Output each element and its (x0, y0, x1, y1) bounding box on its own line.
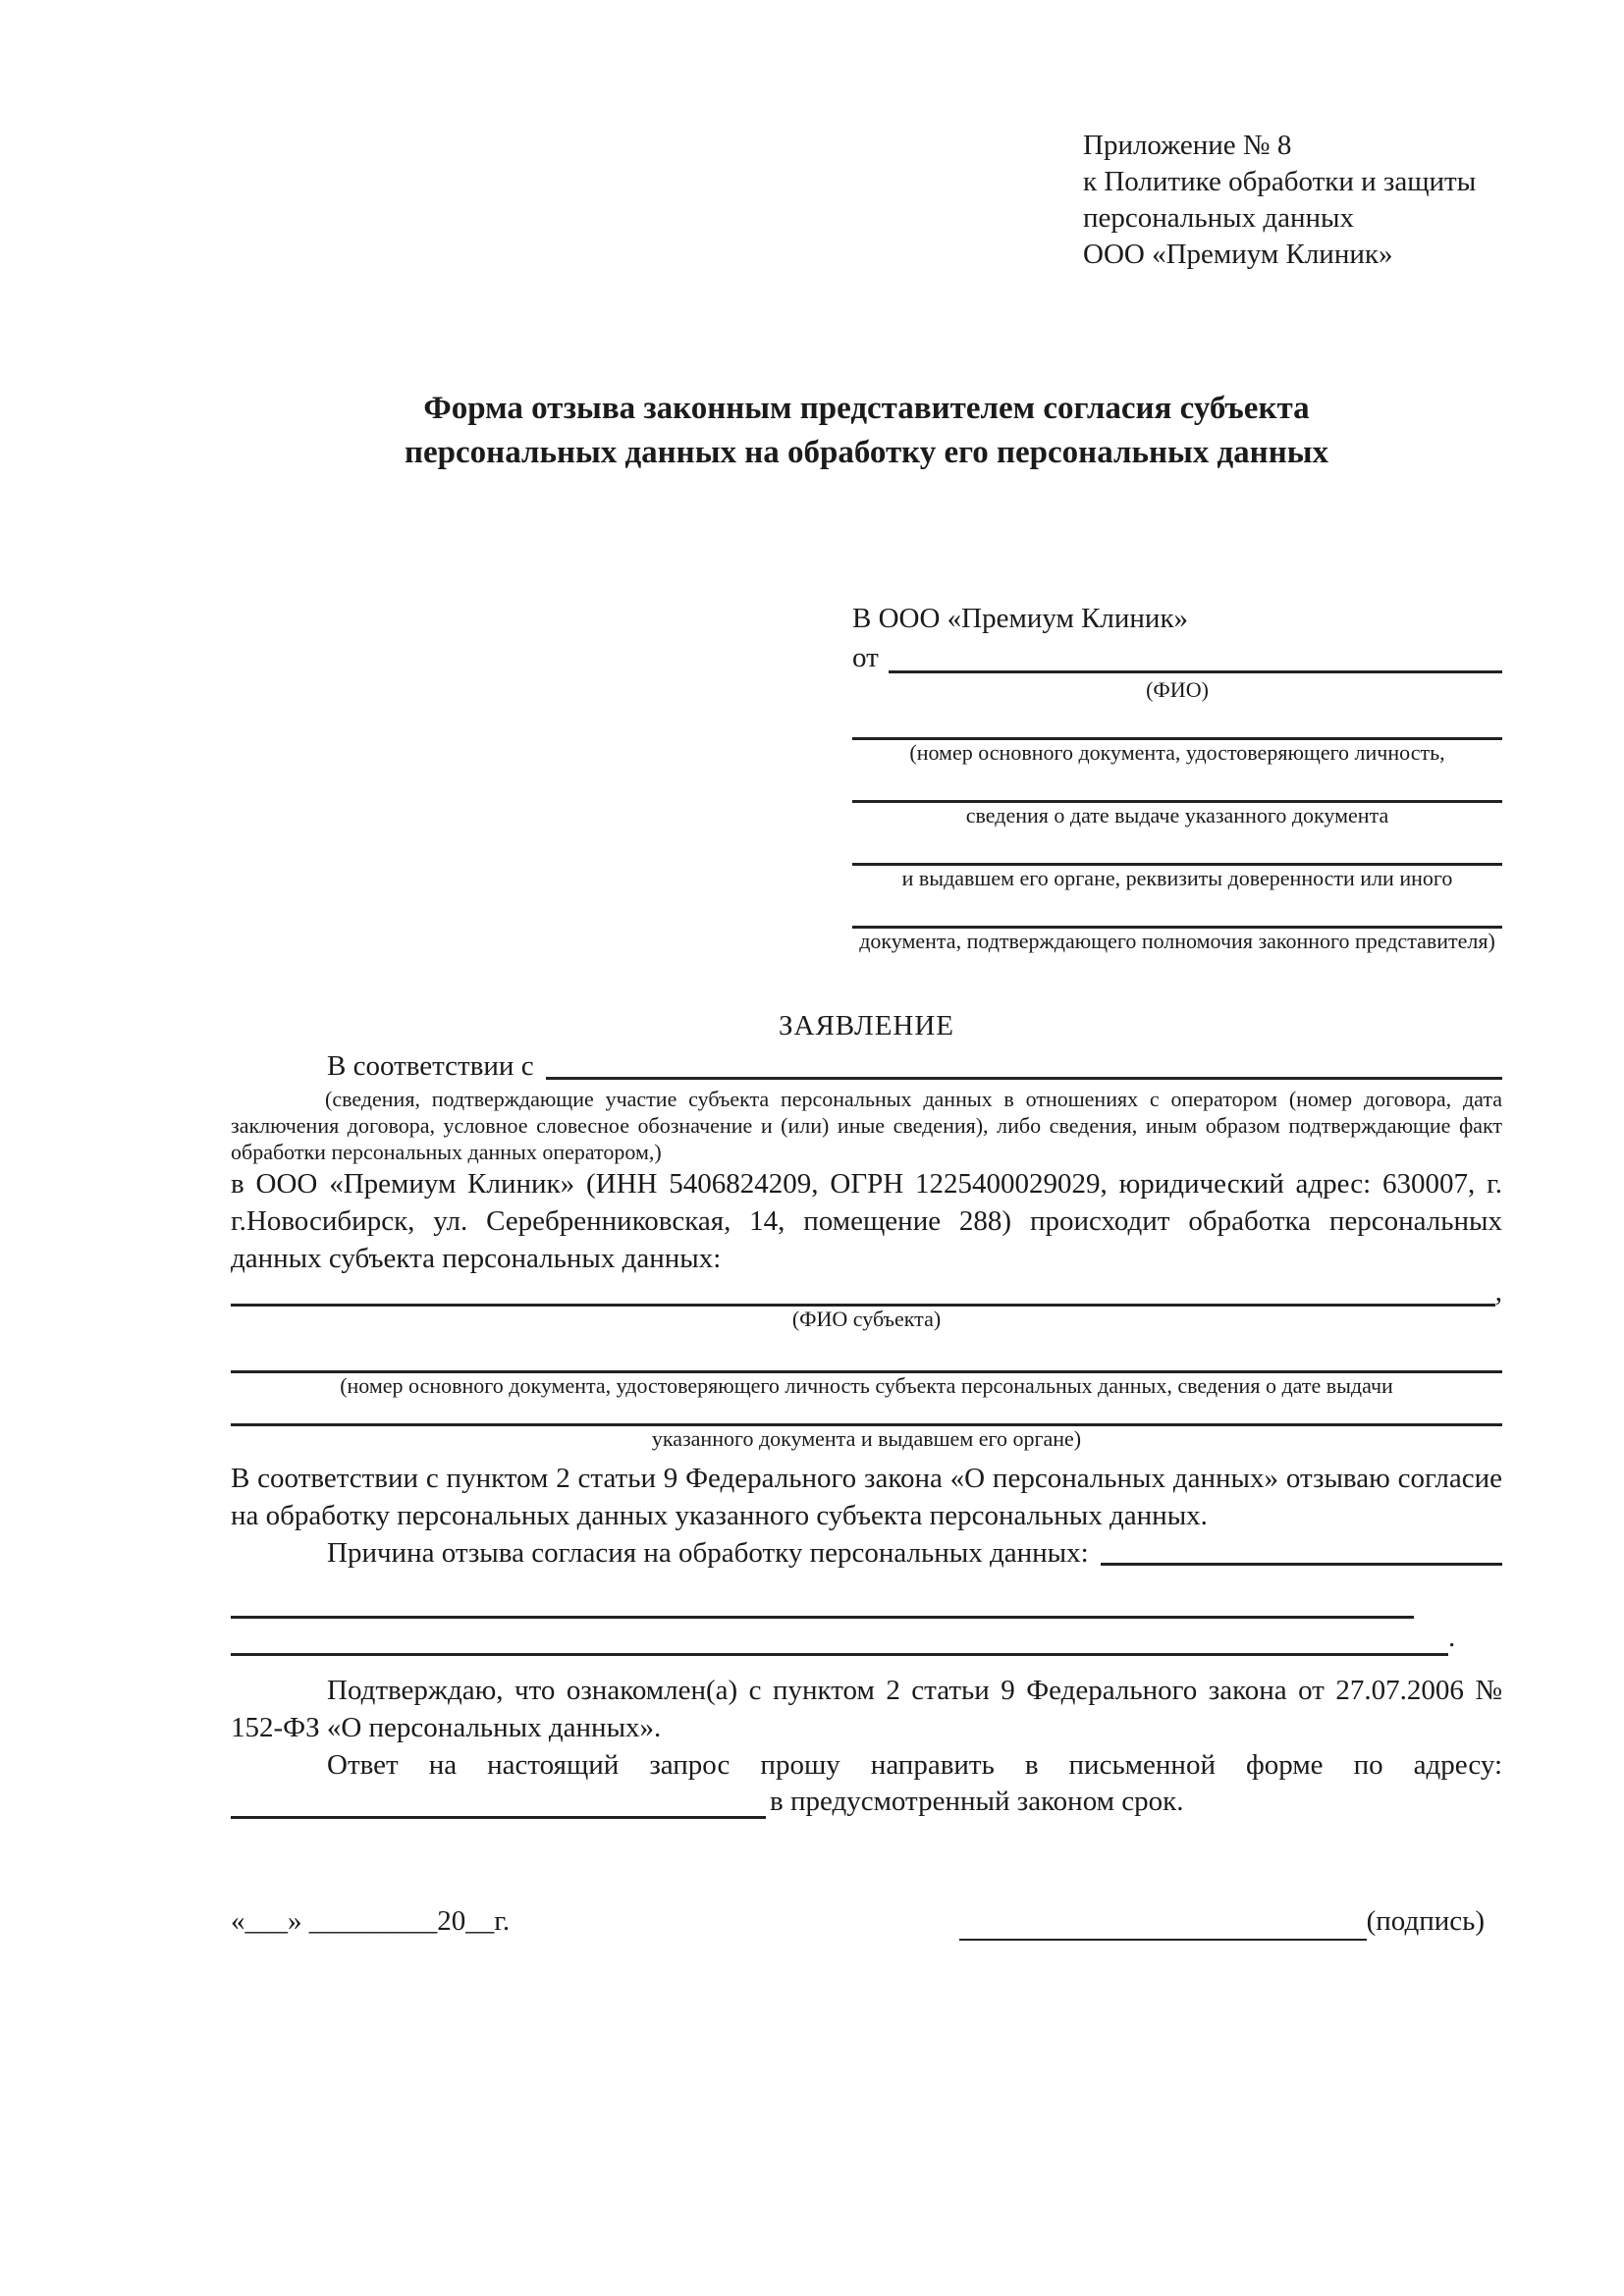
reason-row (231, 1534, 1502, 1572)
reason-label: Причина отзыва согласия на обработку персональных данных: (327, 1537, 1089, 1569)
paragraph-indent (231, 1046, 327, 1086)
subject-name-fill-line (231, 1283, 1495, 1307)
withdrawal-paragraph: В соответствии с пунктом 2 статьи 9 Федерального закона «О персональных данных» отзываю согласие на обработку персональных данных указанного субъекта персональных данных. (231, 1463, 1502, 1531)
date-blank: «___» _________20__г. (231, 1905, 511, 1937)
confirmation-paragraph: Подтверждаю, что ознакомлен(а) с пунктом 2 статьи 9 Федерального закона от 27.07.2006 № 152-ФЗ «О персональных данных». (231, 1675, 1502, 1743)
accordance-prefix: В соответствии с (327, 1050, 534, 1082)
signature-fill-line (959, 1913, 1367, 1941)
appendix-header (1083, 128, 1502, 273)
reason-fill-line-3 (231, 1623, 1448, 1656)
subject-doc-caption-1: (номер основного документа, удостоверяющего личность субъекта персональных данных, сведения о дате выдачи (340, 1373, 1393, 1398)
subject-name-row (231, 1277, 1502, 1307)
doc-authority-fill-line (852, 828, 1502, 866)
subject-doc-authority-fill-line (231, 1399, 1502, 1426)
subject-doc-fill-line (231, 1332, 1502, 1373)
doc-issue-date-fill-line (852, 766, 1502, 803)
subject-name-comma: , (1494, 1276, 1502, 1308)
addressee-from-row (852, 638, 1502, 677)
accordance-row (231, 1046, 1502, 1086)
power-of-attorney-caption: документа, подтверждающего полномочия законного представителя) (859, 929, 1495, 953)
doc-issue-date-caption: сведения о дате выдаче указанного документа (965, 803, 1389, 828)
signature-footer (231, 1901, 1502, 1941)
response-suffix: в предусмотренный законом срок. (770, 1786, 1184, 1817)
operator-paragraph: в ООО «Премиум Клиник» (ИНН 5406824209, ОГРН 1225400029029, юридический адрес: 630007, г. г.Новосибирск, ул. Серебренниковская, 14, помещение 288) происходит обработка персональных данных субъекта персональных данных: (231, 1168, 1502, 1274)
appendix-policy-line-2: персональных данных (1083, 202, 1355, 234)
response-address-fill-line (231, 1789, 766, 1819)
statement-heading: ЗАЯВЛЕНИЕ (778, 1010, 955, 1041)
response-paragraph: Ответ на настоящий запрос прошу направить в письменной форме по адресу: (327, 1749, 1502, 1781)
appendix-number: Приложение № 8 (1083, 130, 1292, 161)
power-of-attorney-fill-line (852, 891, 1502, 929)
accordance-fine-print: (сведения, подтверждающие участие субъекта персональных данных в отношениях с оператором (номер договора, дата заключения договора, условное словесное обозначение и (или) иные сведения), либо сведения, иным образом подтверждающие факт обработки персональных данных оператором,) (231, 1087, 1502, 1164)
accordance-fill-line (546, 1046, 1502, 1080)
addressee-block (852, 599, 1502, 954)
representative-doc-fill-line (852, 703, 1502, 740)
appendix-policy-line: к Политике обработки и защиты (1083, 166, 1477, 197)
reason-fill-line-2 (231, 1572, 1414, 1619)
response-address-row (231, 1784, 1502, 1819)
subject-fio-caption: (ФИО субъекта) (791, 1307, 942, 1331)
representative-name-fill-line (889, 638, 1502, 673)
fio-caption: (ФИО) (1146, 677, 1209, 702)
subject-doc-caption-2: указанного документа и выдавшем его органе) (651, 1426, 1082, 1451)
representative-doc-caption: (номер основного документа, удостоверяющего личность, (909, 740, 1445, 765)
reason-fill-line (1101, 1534, 1502, 1566)
appendix-company: ООО «Премиум Клиник» (1083, 239, 1393, 270)
paragraph-indent (231, 1534, 327, 1572)
from-label: от (852, 642, 879, 673)
reason-fill-line-3-row (231, 1619, 1502, 1656)
document-title: Форма отзыва законным представителем согласия субъекта персональных данных на обработку его персональных данных (405, 391, 1328, 470)
doc-authority-caption: и выдавшем его органе, реквизиты доверенности или иного (901, 866, 1453, 890)
signature-group (959, 1901, 1485, 1941)
addressee-to: В ООО «Премиум Клиник» (852, 603, 1189, 634)
signature-caption: (подпись) (1366, 1905, 1485, 1937)
reason-period: . (1448, 1622, 1456, 1653)
